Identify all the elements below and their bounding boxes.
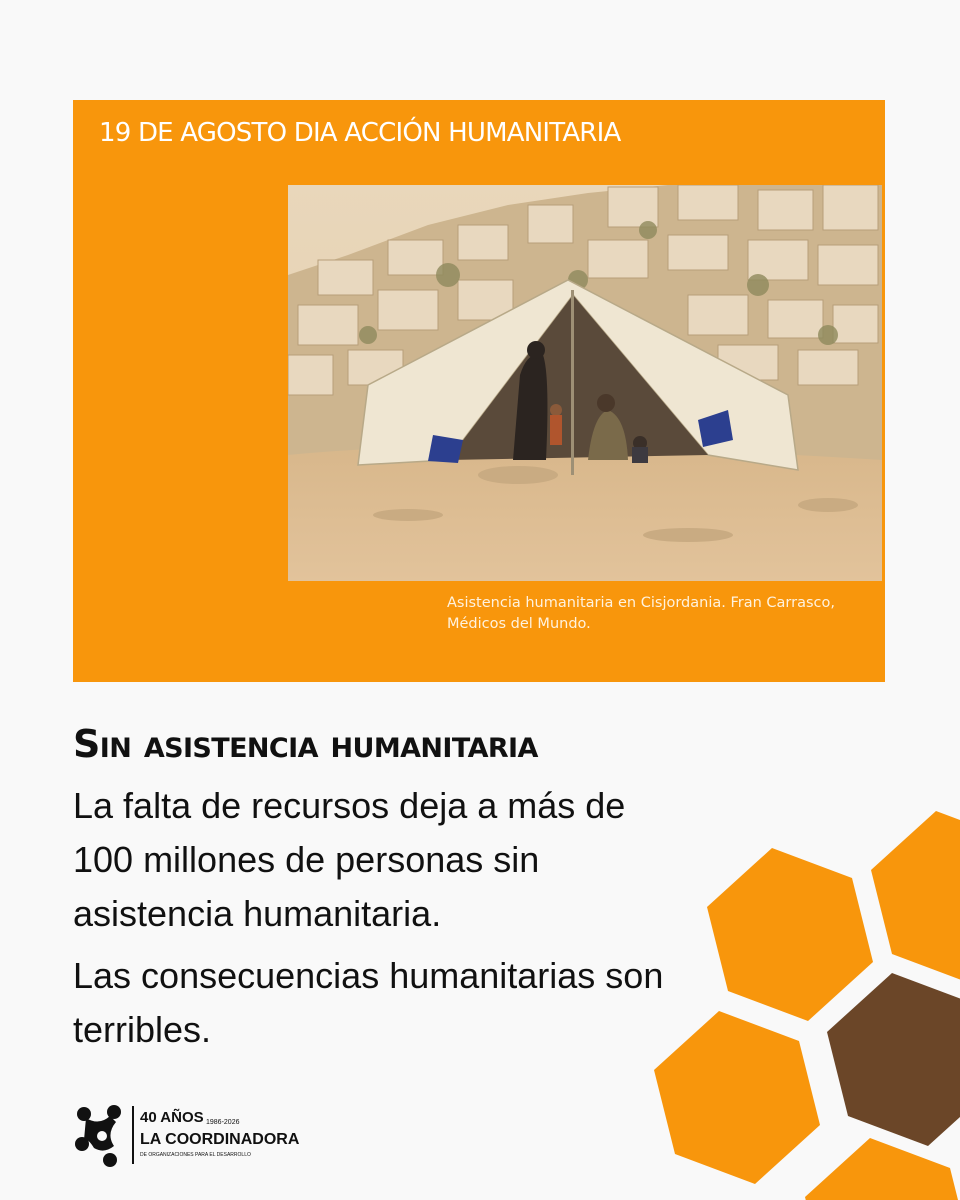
logo-icon — [75, 1105, 121, 1167]
hexagon-orange-3 — [654, 1011, 820, 1184]
hexagon-decoration — [640, 800, 960, 1200]
logo-name: LA COORDINADORA — [140, 1131, 300, 1148]
photo-caption: Asistencia humanitaria en Cisjordania. Fran Carrasco, Médicos del Mundo. — [447, 595, 835, 632]
body-paragraph-2: Las consecuencias humanitarias son terribles. — [73, 955, 664, 1050]
body-paragraph-1: La falta de recursos deja a más de 100 millones de personas sin asistencia humanitaria. — [73, 785, 626, 934]
hexagon-orange-2 — [871, 811, 960, 984]
logo-years: 40 AÑOS — [140, 1109, 204, 1126]
hexagon-orange-4 — [805, 1138, 960, 1200]
coordinadora-logo — [74, 1104, 314, 1168]
photo-card — [73, 100, 885, 682]
refugee-tent-photo — [288, 185, 882, 581]
hexagon-brown — [827, 973, 960, 1146]
main-heading: Sin asistencia humanitaria — [73, 722, 538, 766]
hexagon-orange-1 — [707, 848, 873, 1021]
logo-dates: 1986-2026 — [206, 1119, 240, 1126]
card-title: 19 DE AGOSTO DIA ACCIÓN HUMANITARIA — [99, 118, 621, 148]
logo-subtitle: DE ORGANIZACIONES PARA EL DESARROLLO — [140, 1152, 251, 1158]
